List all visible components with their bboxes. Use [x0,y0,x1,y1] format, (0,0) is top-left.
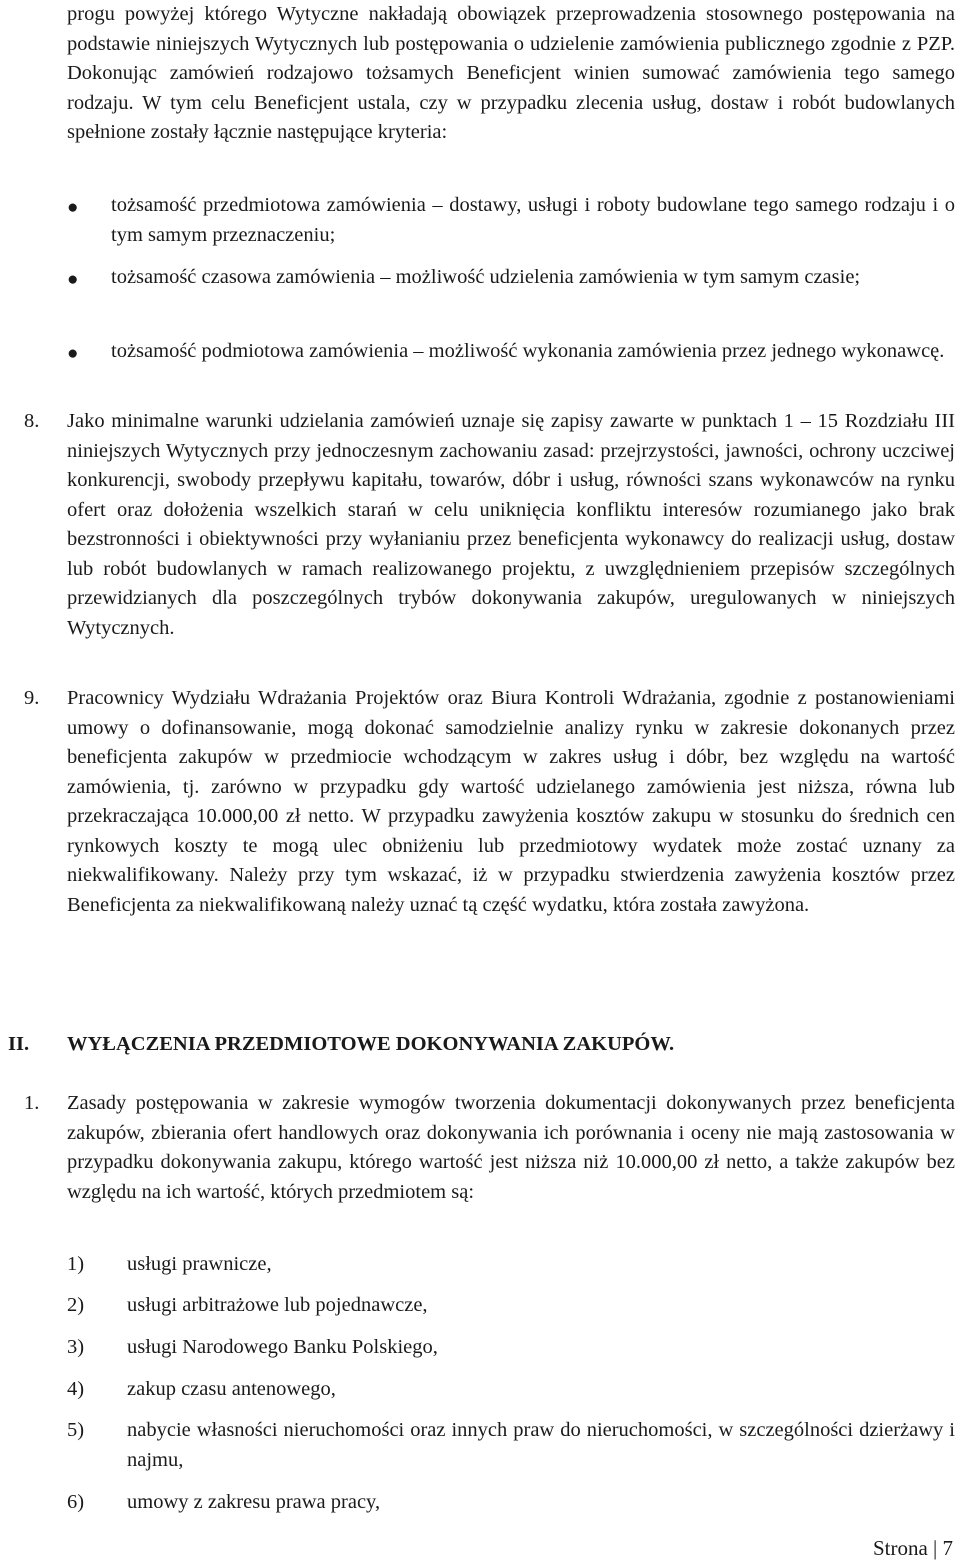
intro-paragraph: progu powyżej którego Wytyczne nakładają obowiązek przeprowadzenia stosownego postępowania na podstawie niniejszych Wytycznych lub postępowania o udzielenie zamówienia publicznego zgodnie z PZP. Dokonując zamówień rodzajowo tożsamych Beneficjent winien sumować zamówienia tego samego rodzaju. W tym celu Beneficjent ustala, czy w przypadku zlecenia usług, dostaw i robót budowlanych spełnione zostały łącznie następujące kryteria: [67,3,955,143]
list-item-number: 2) [67,1294,85,1316]
paragraph-9 [24,684,955,920]
criteria-bullet-3 [67,337,955,367]
list-item [67,1488,955,1518]
list-item-text: umowy z zakresu prawa pracy, [127,1491,381,1513]
list-item [67,1333,955,1363]
list-item [67,1291,955,1321]
criteria-bullet-1 [67,191,955,250]
paragraph-number: 1. [24,1092,40,1114]
paragraph-text: Jako minimalne warunki udzielania zamówień uznaje się zapisy zawarte w punktach 1 – 15 Rozdziału III niniejszych Wytycznych przy jednoczesnym zachowaniu zasad: przejrzystości, jawności, ochrony uczciwej konkurencji, swobody przepływu kapitału, towarów, dóbr i usług, równości szans wykonawców na rynku ofert oraz dołożenia wszelkich starań w celu uniknięcia konfliktu interesów rozumianego jako brak bezstronności i obiektywności przy wyłanianiu przez beneficjenta wykonawcy do realizacji usług, dostaw lub robót budowlanych w ramach realizowanego projektu, z uwzględnieniem przepisów szczególnych przewidzianych dla poszczególnych trybów dokonywania zakupów, uregulowanych w niniejszych Wytycznych. [67,410,955,639]
bullet-text: tożsamość przedmiotowa zamówienia – dostawy, usługi i roboty budowlane tego samego rodzaju i o tym samym przeznaczeniu; [111,194,955,246]
list-item [67,1250,955,1280]
paragraph-text: Zasady postępowania w zakresie wymogów tworzenia dokumentacji dokonywanych przez beneficjenta zakupów, zbierania ofert handlowych oraz dokonywania ich porównania i oceny nie mają zastosowania w przypadku dokonywania zakupu, którego wartość jest niższa niż 10.000,00 zł netto, a także zakupów bez względu na ich wartość, których przedmiotem są: [67,1092,955,1203]
bullet-dot-icon: ● [67,269,79,290]
list-item-text: nabycie własności nieruchomości oraz innych praw do nieruchomości, w szczególności dzierżawy i najmu, [127,1419,955,1471]
section-title: WYŁĄCZENIA PRZEDMIOTOWE DOKONYWANIA ZAKUPÓW. [67,1033,675,1055]
list-item-text: usługi Narodowego Banku Polskiego, [127,1336,438,1358]
bullet-dot-icon: ● [67,197,79,218]
paragraph-8 [24,407,955,643]
section-paragraph-1 [24,1089,955,1207]
list-item-number: 6) [67,1491,85,1513]
list-item-number: 4) [67,1378,85,1400]
list-item [67,1416,955,1475]
list-item-number: 5) [67,1419,85,1441]
list-item [67,1375,955,1405]
list-item-text: usługi prawnicze, [127,1253,272,1275]
paragraph-number: 9. [24,687,40,709]
list-item-number: 1) [67,1253,85,1275]
bullet-dot-icon: ● [67,343,79,364]
paragraph-text: Pracownicy Wydziału Wdrażania Projektów oraz Biura Kontroli Wdrażania, zgodnie z postanowieniami umowy o dofinansowanie, mogą dokonać samodzielnie analizy rynku w zakresie dokonanych przez beneficjenta zakupów w przedmiocie wchodzącym w zakres usług i dóbr, bez względu na wartość zamówienia, tj. zarówno w przypadku gdy wartość udzielanego zamówienia jest niższa, równa lub przekraczająca 10.000,00 zł netto. W przypadku zawyżenia kosztów zakupu w stosunku do średnich cen rynkowych koszty te mogą ulec obniżeniu lub przedmiotowy wydatek może zostać uznany za niekwalifikowany. Należy przy tym wskazać, iż w przypadku stwierdzenia zawyżenia kosztów przez Beneficjenta za niekwalifikowaną należy uznać tą część wydatku, która została zawyżona. [67,687,955,916]
bullet-text: tożsamość czasowa zamówienia – możliwość udzielenia zamówienia w tym samym czasie; [111,266,861,288]
bullet-text: tożsamość podmiotowa zamówienia – możliwość wykonania zamówienia przez jednego wykonawcę. [111,340,945,362]
list-item-text: zakup czasu antenowego, [127,1378,336,1400]
criteria-bullet-2 [67,263,955,293]
page-number-footer: Strona | 7 [872,1536,953,1560]
section-number: II. [8,1033,30,1055]
paragraph-number: 8. [24,410,40,432]
list-item-number: 3) [67,1336,85,1358]
list-item-text: usługi arbitrażowe lub pojednawcze, [127,1294,428,1316]
